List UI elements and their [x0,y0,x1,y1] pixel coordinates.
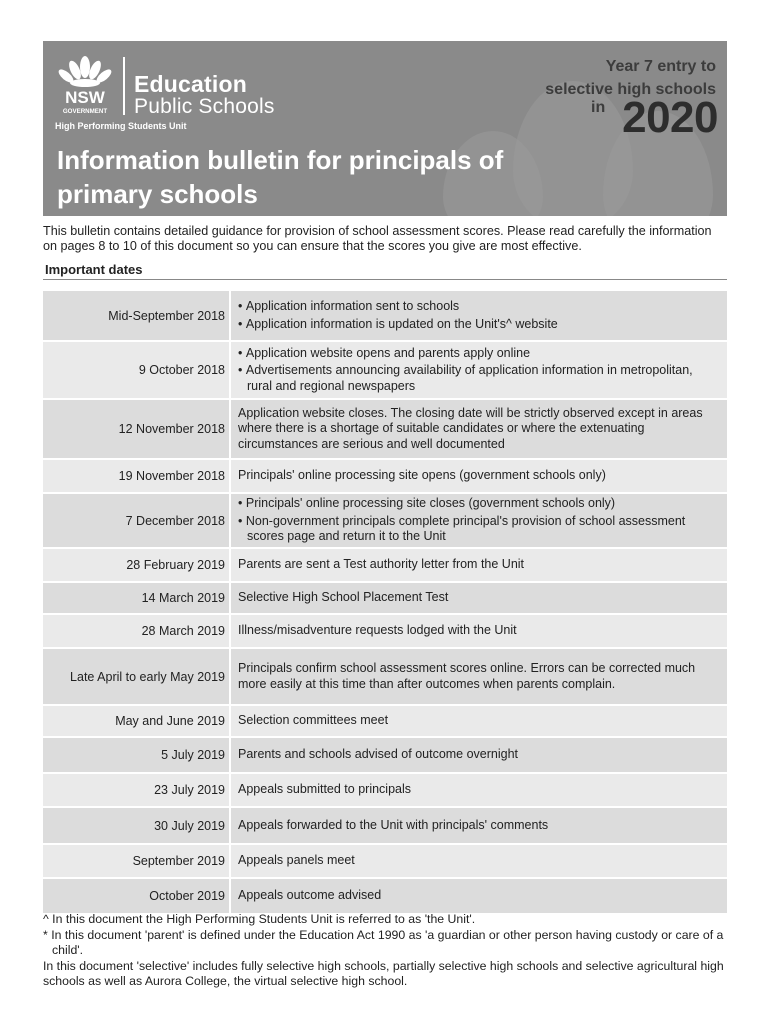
date-row [43,774,727,808]
event-cell [231,291,727,340]
footnote-unit: ^ In this document the High Performing Students Unit is referred to as 'the Unit'. [43,912,476,926]
event-text: Parents and schools advised of outcome overnight [238,747,519,762]
event-bullet: • Non-government principals complete principal's provision of school assessment scores page and return it to the Unit [238,514,719,545]
date-cell: 12 November 2018 [43,400,231,458]
date-row [43,342,727,400]
event-text: Appeals forwarded to the Unit with principals' comments [238,817,549,832]
event-cell [231,460,727,492]
entry-year-line1: Year 7 entry to [605,58,716,75]
document-title [57,143,657,211]
event-cell [231,583,727,613]
event-text: Appeals submitted to principals [238,782,412,797]
event-bullet: • Application information sent to schools [238,299,719,315]
date-cell: May and June 2019 [43,706,231,736]
education-wordmark: Education [134,71,247,97]
date-row [43,549,727,583]
event-text: Selection committees meet [238,713,389,728]
event-cell [231,774,727,806]
event-cell [231,706,727,736]
public-schools-wordmark: Public Schools [134,95,275,118]
event-cell [231,808,727,843]
event-cell [231,845,727,877]
date-cell: September 2019 [43,845,231,877]
event-cell [231,494,727,547]
important-dates-heading: Important dates [45,262,143,277]
date-row [43,706,727,738]
date-cell: 19 November 2018 [43,460,231,492]
date-cell: 7 December 2018 [43,494,231,547]
date-cell: 28 February 2019 [43,549,231,581]
event-text: Parents are sent a Test authority letter from the Unit [238,557,525,572]
date-row [43,291,727,342]
date-row [43,460,727,494]
date-row [43,845,727,879]
date-row [43,583,727,615]
date-row [43,879,727,915]
event-text: Selective High School Placement Test [238,590,449,605]
event-cell [231,400,727,458]
entry-year-line2: selective high schools [545,81,716,98]
event-cell [231,342,727,398]
event-text: Appeals outcome advised [238,888,382,903]
event-text: Principals' online processing site opens (government schools only) [238,468,606,483]
logo-separator [123,57,125,115]
title-line2: primary schools [57,179,258,209]
footnotes [43,912,727,990]
event-text: Illness/misadventure requests lodged with the Unit [238,623,517,638]
date-row [43,738,727,774]
heading-rule [43,279,727,280]
event-bullet: • Application website opens and parents apply online [238,346,719,362]
date-cell: Late April to early May 2019 [43,649,231,704]
event-bullet: • Application information is updated on the Unit's^ website [238,317,719,333]
event-text: Application website closes. The closing date will be strictly observed except in areas where there is a shortage of suitable candidates or where the extenuating circumstances are serious and well documented [238,405,703,451]
unit-name: High Performing Students Unit [55,121,187,131]
event-cell [231,649,727,704]
event-cell [231,549,727,581]
date-cell: 23 July 2019 [43,774,231,806]
date-cell: 30 July 2019 [43,808,231,843]
date-row [43,808,727,845]
date-row [43,400,727,460]
event-bullet: • Advertisements announcing availability of application information in metropolitan, rural and regional newspapers [238,363,719,394]
intro-paragraph: This bulletin contains detailed guidance for provision of school assessment scores. Please read carefully the information on pages 8 to 10 of this document so you can ensure that the scores you give are most effective. [43,224,712,253]
date-cell: 9 October 2018 [43,342,231,398]
event-cell [231,615,727,647]
event-text: Principals confirm school assessment scores online. Errors can be corrected much more easily at this time than after outcomes when parents complain. [238,661,696,691]
date-cell: 28 March 2019 [43,615,231,647]
svg-text:GOVERNMENT: GOVERNMENT [62,108,108,115]
date-row [43,649,727,706]
date-cell: 14 March 2019 [43,583,231,613]
title-line1: Information bulletin for principals of [57,145,504,175]
date-row [43,615,727,649]
date-cell: 5 July 2019 [43,738,231,772]
date-cell: Mid-September 2018 [43,291,231,340]
event-cell [231,738,727,772]
header-banner [43,41,727,216]
date-cell: October 2019 [43,879,231,913]
important-dates-table [43,291,727,915]
event-text: Appeals panels meet [238,853,355,868]
date-row [43,494,727,549]
entry-year-in: in [591,99,606,116]
event-bullet: • Principals' online processing site closes (government schools only) [238,496,719,512]
footnote-parent: * In this document 'parent' is defined under the Education Act 1990 as 'a guardian or other person having custody or care of a child'. [43,927,724,957]
nsw-government-logo [55,53,115,118]
entry-year-number: 2020 [622,93,718,142]
event-cell [231,879,727,913]
footnote-selective: In this document 'selective' includes fully selective high schools, partially selective high schools and selective agricultural high schools as well as Aurora College, the virtual selective high school. [43,958,724,988]
svg-text:NSW: NSW [65,88,105,107]
